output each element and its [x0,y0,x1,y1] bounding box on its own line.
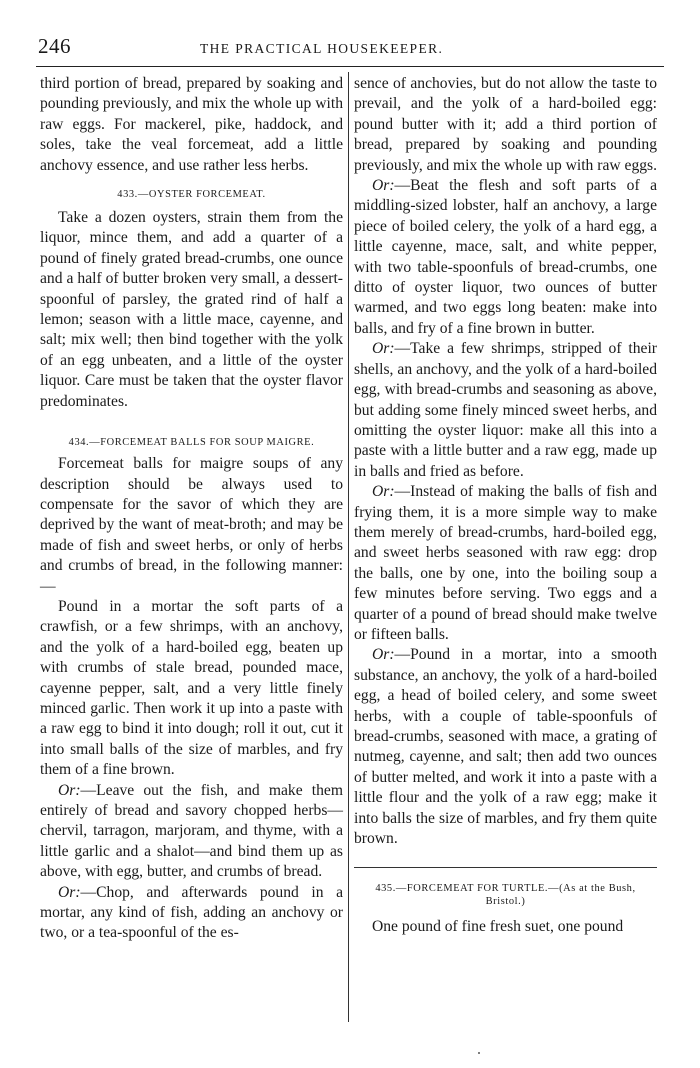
or-label: Or: [372,340,395,358]
paragraph-text: —Take a few shrimps, stripped of their shells, an anchovy, and the yolk of a hard-boiled egg, with bread-crumbs and seasoning as above, but adding some finely minced sweet herbs, and omitting the oyster liquor: make all this into a paste with a little butter and a raw egg, made up in balls and fried as before. [354,340,657,480]
paragraph-text: —Instead of making the balls of fish and frying them, it is a more simple way to make them merely of bread-crumbs, hard-boiled egg, and sweet herbs seasoned with raw egg: drop the balls, one by one, into the boiling soup a few minutes before serving. Two eggs and a quarter of a pound of bread should make twelve or fifteen balls. [354,483,657,643]
paragraph-text: —Leave out the fish, and make them entirely of bread and savory chopped herbs—chervil, tarragon, marjoram, and thyme, with a little garlic and a shalot—and bind them up as above, with egg, butter, and crumbs of bread. [40,781,343,881]
paragraph-text: —Pound in a mortar, into a smooth substance, an anchovy, the yolk of a hard-boiled egg, a head of boiled celery, and some sweet herbs, with a couple of table-spoonfuls of bread-crumbs, seasoned with mace, a grating of nutmeg, cayenne, and salt; then add two ounces of butter melted, and work it into a paste with a little flour and the yolk of a raw egg; make it into balls the size of marbles, and fry them quite brown. [354,646,657,848]
paragraph-text: —Chop, and afterwards pound in a mortar, any kind of fish, adding an anchovy or two, or a tea-spoonful of the es- [40,883,343,942]
paragraph-continued: sence of anchovies, but do not allow the taste to prevail, and the yolk of a hard-boiled egg: pound butter with it; add a third portion of bread, prepared by soaking and pounding previously, and mix the whole up with raw eggs. [354,75,658,174]
paragraph-434-pound: Pound in a mortar the soft parts of a crawfish, or a few shrimps, with an anchovy, and the yolk of a hard-boiled egg, beaten up with crumbs of stale bread, pounded mace, cayenne pepper, salt, and a very little finely minced garlic. Then work it up into a paste with a raw egg to bind it into dough; roll it out, cut it into small balls of the size of marbles, and fry them of a fine brown. [40,597,343,779]
paragraph-continued: third portion of bread, prepared by soaking and pounding previously, and mix the whole up with raw eggs. For mackerel, pike, haddock, and soles, take the veal forcemeat, add a little anchovy essence, and use rather less herbs. [40,75,343,174]
or-label: Or: [372,177,395,195]
paragraph-or-shrimps [354,339,657,482]
print-speck [478,1052,480,1054]
paragraph-or-bread-balls [354,482,657,645]
section-heading-435: 435.—FORCEMEAT FOR TURTLE.—(As at the Bush, Bristol.) [375,883,636,908]
paragraph-or-mortar [354,645,657,849]
section-rule [354,867,657,868]
paragraph-434-intro: Forcemeat balls for maigre soups of any description should be always used to compensate for the savor of which they are deprived by the want of meat-broth; and may be made of fish and sweet herbs, or only of herbs and crumbs of bread, in the following manner:— [40,455,343,595]
running-header: THE PRACTICAL HOUSEKEEPER. [200,41,444,56]
paragraph-text: —Beat the flesh and soft parts of a middling-sized lobster, half an anchovy, a large piece of boiled celery, the yolk of a hard egg, a little cayenne, mace, salt, and white pepper, with two table-spoonfuls of bread-crumbs, one ditto of oyster liquor, two ounces of butter warmed, and two eggs long beaten: make into balls, and fry of a fine brown in butter. [354,177,657,337]
paragraph-434-or-2 [40,883,343,944]
paragraph-or-lobster [354,176,657,339]
paragraph-433: Take a dozen oysters, strain them from the liquor, mince them, and add a quarter of a pound of finely grated bread-crumbs, one ounce and a half of butter broken very small, a dessert-spoonful of parsley, the grated rind of half a lemon; season with a little mace, cayenne, and salt; mix well; then bind together with the yolk of an egg unbeaten, and a little of the oyster liquor. Care must be taken that the oyster flavor predominates. [40,209,343,410]
column-divider [348,72,349,1022]
or-label: Or: [58,781,81,799]
right-column [354,74,657,938]
left-column [40,74,343,944]
paragraph-434-or-1 [40,781,343,883]
paragraph-435: One pound of fine fresh suet, one pound [372,918,624,936]
page-number: 246 [38,34,71,58]
section-heading-434: 434.—FORCEMEAT BALLS FOR SOUP MAIGRE. [68,437,315,449]
or-label: Or: [372,646,395,664]
section-heading-433: 433.—OYSTER FORCEMEAT. [117,189,266,201]
header-rule [36,66,664,67]
or-label: Or: [372,483,395,501]
or-label: Or: [58,883,81,901]
